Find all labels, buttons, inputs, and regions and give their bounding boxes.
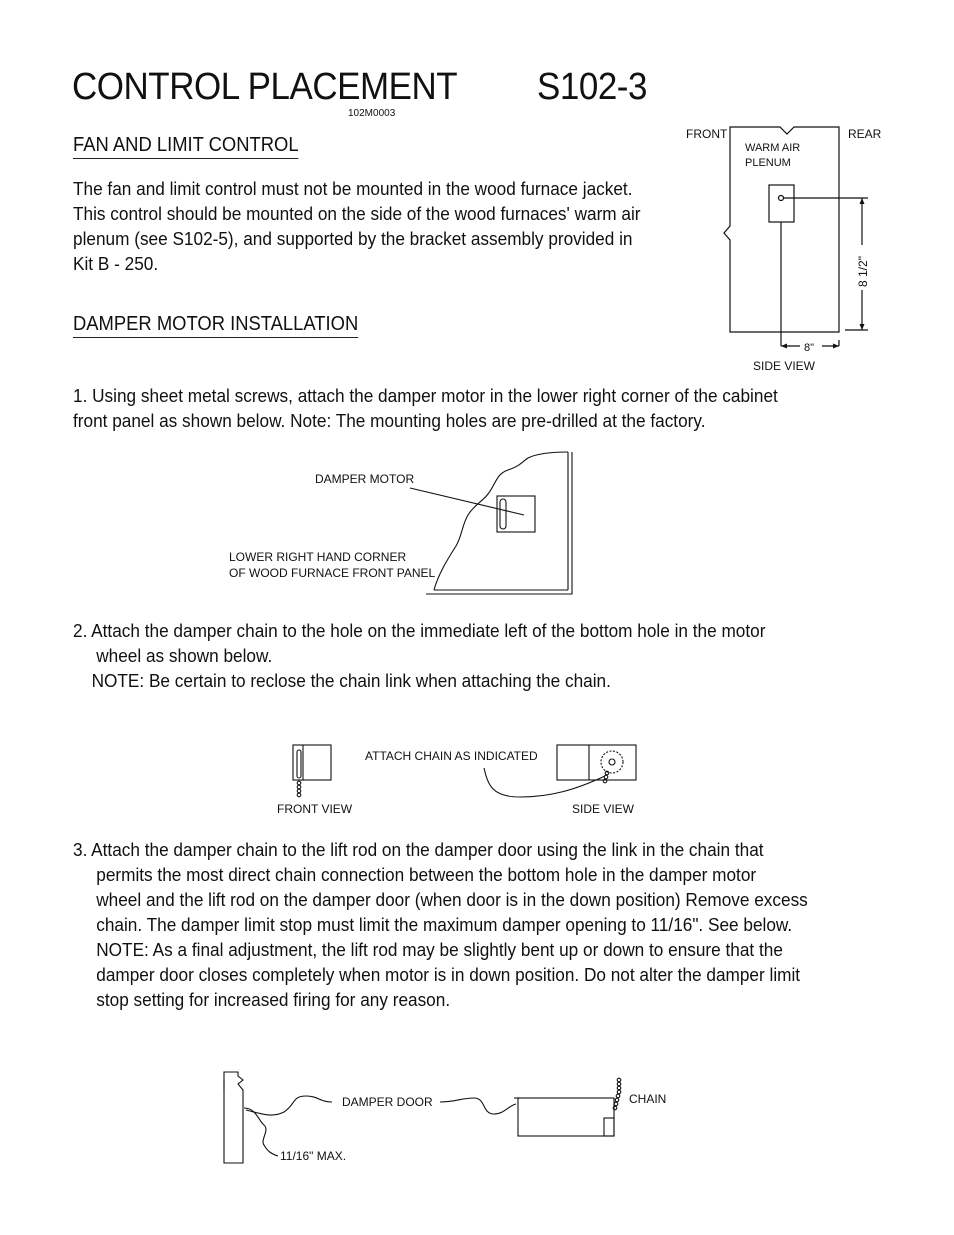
- fan-limit-line: The fan and limit control must not be mounted in the wood furnace jacket.: [73, 178, 633, 199]
- max-opening-label: 11/16" MAX.: [280, 1149, 347, 1163]
- side-view-caption-chain: SIDE VIEW: [572, 802, 635, 816]
- document-id: 102M0003: [348, 108, 396, 119]
- step-2-line: 2. Attach the damper chain to the hole on the immediate left of the bottom hole in the motor: [73, 620, 766, 641]
- fan-limit-heading: FAN AND LIMIT CONTROL: [73, 134, 299, 159]
- corner-label-line2: OF WOOD FURNACE FRONT PANEL: [229, 566, 436, 580]
- front-view-caption: FRONT VIEW: [277, 802, 353, 816]
- damper-chain: [613, 1078, 621, 1110]
- door-leader-right: [440, 1098, 516, 1114]
- section-code: S102-3: [537, 66, 647, 108]
- step-3-note: NOTE: As a final adjustment, the lift rod may be slightly bent up or down to ensure that the: [96, 939, 783, 960]
- step-3-line: 3. Attach the damper chain to the lift rod on the damper door using the link in the chain that: [73, 839, 764, 860]
- step-2-note: NOTE: Be certain to reclose the chain link when attaching the chain.: [91, 670, 611, 691]
- fan-limit-line: plenum (see S102-5), and supported by the bracket assembly provided in: [73, 228, 633, 249]
- plenum-label-line2: PLENUM: [745, 157, 791, 169]
- attach-chain-label: ATTACH CHAIN AS INDICATED: [365, 749, 538, 763]
- vertical-dimension-label: 8 1/2": [856, 256, 870, 287]
- front-label: FRONT: [686, 127, 728, 141]
- door-leader-left: [246, 1096, 332, 1115]
- damper-door-label: DAMPER DOOR: [342, 1095, 433, 1109]
- damper-door-side-view: [224, 1072, 243, 1163]
- chain-label: CHAIN: [629, 1092, 667, 1106]
- fan-limit-line: Kit B - 250.: [73, 253, 159, 274]
- step-1-line: front panel as shown below. Note: The mounting holes are pre-drilled at the factory.: [73, 410, 706, 431]
- step-3-line: wheel and the lift rod on the damper door (when door is in the down position) Remove excess: [96, 889, 808, 910]
- plenum-label-line1: WARM AIR: [745, 142, 801, 154]
- step-3-line: chain. The damper limit stop must limit the maximum damper opening to 11/16". See below.: [96, 914, 793, 935]
- step-3-line: damper door closes completely when motor is in down position. Do not alter the damper limit: [96, 964, 801, 985]
- side-view-caption: SIDE VIEW: [753, 359, 816, 373]
- damper-motor-heading: DAMPER MOTOR INSTALLATION: [73, 313, 358, 338]
- horizontal-dimension-label: 8": [804, 342, 815, 354]
- corner-label-line1: LOWER RIGHT HAND CORNER: [229, 550, 407, 564]
- step-3-line: permits the most direct chain connection between the bottom hole in the damper motor: [96, 864, 757, 885]
- rear-label: REAR: [848, 127, 882, 141]
- step-3-line: stop setting for increased firing for any reason.: [96, 989, 451, 1010]
- page-title: CONTROL PLACEMENT: [72, 66, 458, 108]
- step-2-line: wheel as shown below.: [96, 645, 273, 666]
- damper-motor-label: DAMPER MOTOR: [315, 472, 415, 486]
- damper-door-box: [518, 1098, 614, 1136]
- fan-limit-line: This control should be mounted on the side of the wood furnaces' warm air: [73, 203, 641, 224]
- step-1-line: 1. Using sheet metal screws, attach the damper motor in the lower right corner of the cabinet: [73, 385, 778, 406]
